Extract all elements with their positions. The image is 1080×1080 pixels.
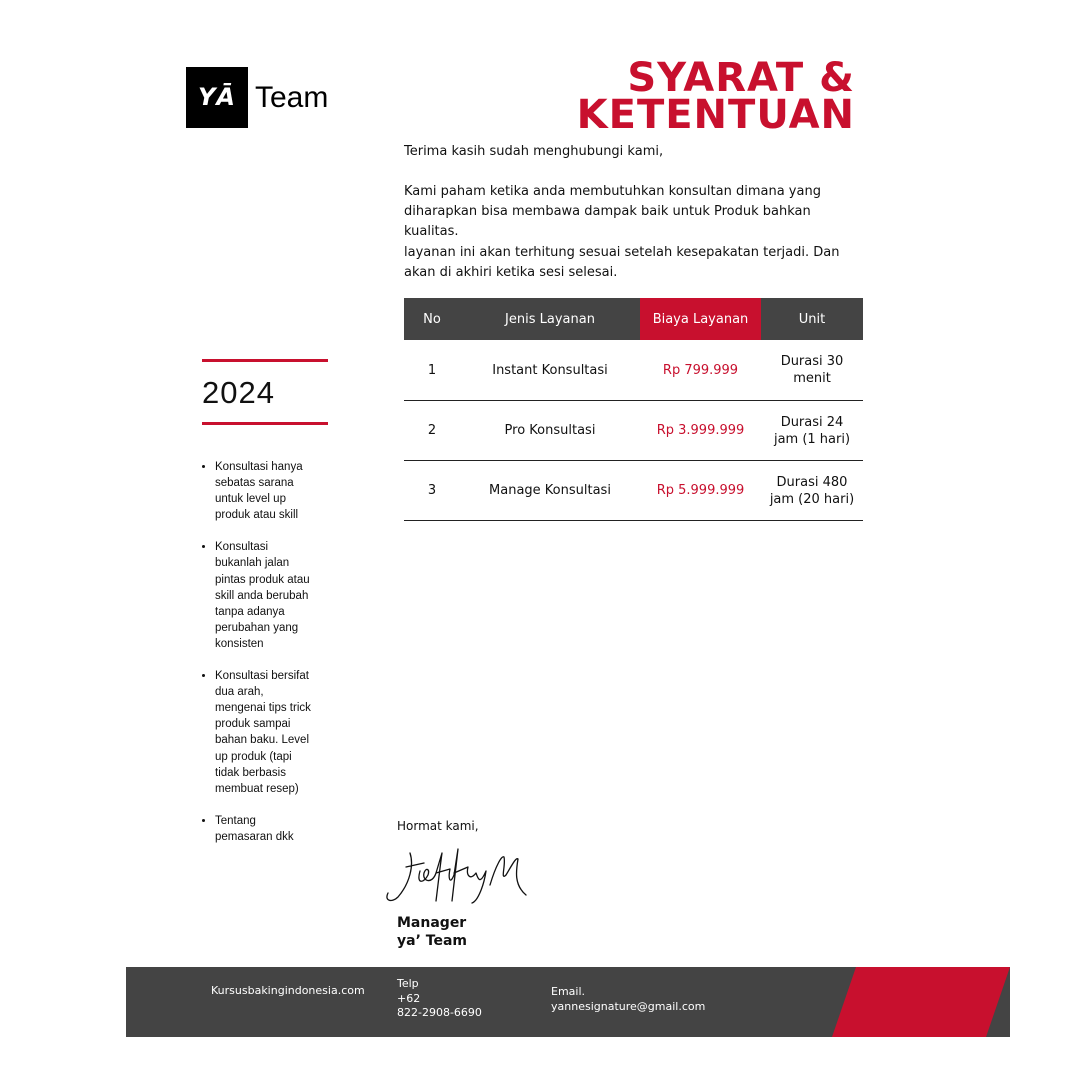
intro-paragraph: Kami paham ketika anda membutuhkan konsultan dimana yang diharapkan bisa membawa dampak baik untuk Produk bahkan kualitas. (404, 184, 821, 239)
logo-mark: YĀ (186, 67, 248, 128)
list-item: • Konsultasi bukanlah jalan pintas produk atau skill anda berubah tanpa adanya perubahan yang konsisten (215, 539, 315, 652)
row-price: Rp 5.999.999 (640, 461, 761, 521)
title-line-1: SYARAT & (627, 55, 855, 101)
signer-role: Manager (397, 915, 467, 931)
signature-image (380, 845, 530, 905)
terms-list (200, 459, 315, 861)
row-unit: Durasi 480 jam (20 hari) (761, 461, 863, 521)
phone-number[interactable]: 822-2908-6690 (397, 1006, 482, 1019)
footer-email (551, 985, 705, 1014)
email-label: Email. (551, 985, 586, 998)
header-service: Jenis Layanan (460, 298, 640, 340)
row-unit: Durasi 30 menit (761, 340, 863, 401)
row-service: Manage Konsultasi (460, 461, 640, 521)
pricing-table (404, 298, 863, 521)
table-header-row (404, 298, 863, 340)
year-rule-bottom (202, 422, 328, 425)
header-price: Biaya Layanan (640, 298, 761, 340)
list-item: • Tentang pemasaran dkk (215, 813, 315, 845)
row-service: Instant Konsultasi (460, 340, 640, 401)
row-unit: Durasi 24 jam (1 hari) (761, 401, 863, 461)
intro-greeting: Terima kasih sudah menghubungi kami, (404, 144, 664, 159)
signer-block (397, 914, 467, 950)
footer-phone (397, 977, 482, 1021)
closing-greeting: Hormat kami, (397, 819, 479, 833)
signer-team: ya’ Team (397, 933, 467, 949)
footer-website[interactable]: Kursusbakingindonesia.com (211, 984, 365, 997)
row-no: 3 (404, 461, 460, 521)
phone-label: Telp (397, 977, 419, 990)
row-service: Pro Konsultasi (460, 401, 640, 461)
row-price: Rp 799.999 (640, 340, 761, 401)
header-no: No (404, 298, 460, 340)
year-rule-top (202, 359, 328, 362)
row-no: 1 (404, 340, 460, 401)
email-address[interactable]: yannesignature@gmail.com (551, 999, 706, 1013)
list-item: • Konsultasi hanya sebatas sarana untuk level up produk atau skill (215, 459, 315, 523)
row-price: Rp 3.999.999 (640, 401, 761, 461)
row-no: 2 (404, 401, 460, 461)
header-unit: Unit (761, 298, 863, 340)
year-label: 2024 (202, 375, 275, 410)
table-row (404, 401, 863, 461)
table-row (404, 340, 863, 401)
table-row (404, 461, 863, 521)
title-line-2: KETENTUAN (576, 92, 855, 138)
footer-bar (126, 967, 1010, 1037)
page-title (435, 55, 855, 138)
list-item: • Konsultasi bersifat dua arah, mengenai tips trick produk sampai bahan baku. Level up produk (tapi tidak berbasis membuat resep) (215, 668, 315, 797)
intro-terms-paragraph: layanan ini akan terhitung sesuai setelah kesepakatan terjadi. Dan akan di akhiri ketika sesi selesai. (404, 245, 840, 280)
brand-name: Team (255, 81, 329, 114)
phone-code: +62 (397, 991, 421, 1005)
